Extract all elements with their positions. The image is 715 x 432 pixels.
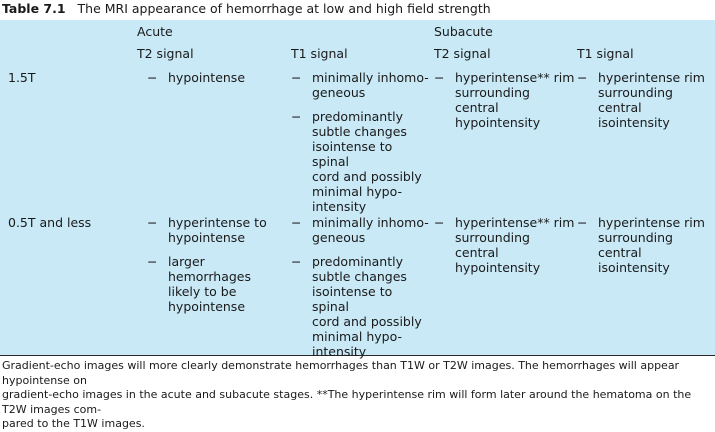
- header-subacute-t1: T1 signal: [577, 46, 634, 61]
- cell-item: [291, 109, 433, 214]
- cell-item: [577, 70, 715, 130]
- dash-bullet: −: [434, 215, 445, 230]
- header-acute: Acute: [137, 24, 173, 39]
- footnote-line: Gradient-echo images will more clearly demonstrate hemorrhages than T1W or T2W images. The hemorrhages will appear hypointense on: [2, 359, 680, 387]
- cell-text-line: surrounding central: [598, 85, 673, 115]
- cell-text-line: surrounding central: [598, 230, 673, 260]
- footnote-line: pared to the T1W images.: [2, 417, 145, 430]
- header-acute-t1: T1 signal: [291, 46, 348, 61]
- cell-text-line: intensity: [312, 199, 367, 214]
- cell-item: [434, 70, 576, 130]
- dash-bullet: −: [291, 254, 302, 269]
- cell-text-line: intensity: [312, 344, 367, 359]
- cell-text-line: hyperintense rim: [598, 70, 705, 85]
- header-subacute-t2: T2 signal: [434, 46, 491, 61]
- cell-item: [147, 70, 287, 85]
- cell-item: [147, 254, 287, 314]
- dash-bullet: −: [291, 109, 302, 124]
- cell-1-acute-t2: [147, 70, 287, 94]
- cell-text-line: hypointensity: [455, 115, 541, 130]
- cell-text-line: cord and possibly: [312, 314, 422, 329]
- dash-bullet: −: [291, 215, 302, 230]
- cell-2-acute-t2: [147, 215, 287, 323]
- cell-2-subacute-t2: [434, 215, 576, 284]
- cell-2-acute-t1: [291, 215, 433, 368]
- cell-text-line: surrounding central: [455, 230, 530, 260]
- cell-2-subacute-t1: [577, 215, 715, 284]
- footnote-line: gradient-echo images in the acute and subacute stages. **The hyperintense rim will form later around the hematoma on the T2W images com-: [2, 388, 692, 416]
- cell-text-line: likely to be: [168, 284, 237, 299]
- table-footnote: [2, 359, 715, 432]
- cell-text-line: subtle changes: [312, 124, 407, 139]
- cell-text-line: isointensity: [598, 115, 670, 130]
- cell-text-line: minimal hypo-: [312, 184, 402, 199]
- dash-bullet: −: [577, 70, 588, 85]
- cell-text-line: hypointensity: [455, 260, 541, 275]
- dash-bullet: −: [147, 254, 158, 269]
- cell-1-subacute-t2: [434, 70, 576, 139]
- row-label-0-5t: 0.5T and less: [8, 215, 92, 230]
- cell-text-line: larger hemorrhages: [168, 254, 251, 284]
- cell-item: [291, 254, 433, 359]
- cell-text-line: hypointense: [168, 230, 246, 245]
- row-label-1-5t: 1.5T: [8, 70, 36, 85]
- cell-text-line: hypointense: [168, 299, 246, 314]
- cell-text-line: hyperintense rim: [598, 215, 705, 230]
- table-number: Table 7.1: [2, 1, 66, 16]
- cell-text-line: cord and possibly: [312, 169, 422, 184]
- cell-item: [147, 215, 287, 245]
- cell-text-line: predominantly: [312, 254, 403, 269]
- dash-bullet: −: [147, 70, 158, 85]
- cell-text-line: geneous: [312, 85, 366, 100]
- header-subacute: Subacute: [434, 24, 493, 39]
- cell-1-subacute-t1: [577, 70, 715, 139]
- cell-text-line: minimally inhomo-: [312, 70, 429, 85]
- cell-text-line: hyperintense to: [168, 215, 267, 230]
- cell-item: [434, 215, 576, 275]
- cell-1-acute-t1: [291, 70, 433, 223]
- dash-bullet: −: [434, 70, 445, 85]
- cell-text-line: subtle changes: [312, 269, 407, 284]
- cell-text-line: isointensity: [598, 260, 670, 275]
- cell-text-line: isointense to spinal: [312, 139, 393, 169]
- cell-text-line: minimally inhomo-: [312, 215, 429, 230]
- cell-item: [577, 215, 715, 275]
- cell-text-line: minimal hypo-: [312, 329, 402, 344]
- table-caption: [2, 0, 713, 21]
- cell-item: [291, 70, 433, 100]
- dash-bullet: −: [291, 70, 302, 85]
- cell-text-line: isointense to spinal: [312, 284, 393, 314]
- cell-item: [291, 215, 433, 245]
- cell-text-line: geneous: [312, 230, 366, 245]
- header-acute-t2: T2 signal: [137, 46, 194, 61]
- dash-bullet: −: [577, 215, 588, 230]
- cell-text-line: hyperintense** rim: [455, 215, 575, 230]
- cell-text-line: surrounding central: [455, 85, 530, 115]
- dash-bullet: −: [147, 215, 158, 230]
- table-title: The MRI appearance of hemorrhage at low and high field strength: [77, 1, 491, 16]
- cell-text-line: hypointense: [168, 70, 246, 85]
- cell-text-line: hyperintense** rim: [455, 70, 575, 85]
- cell-text-line: predominantly: [312, 109, 403, 124]
